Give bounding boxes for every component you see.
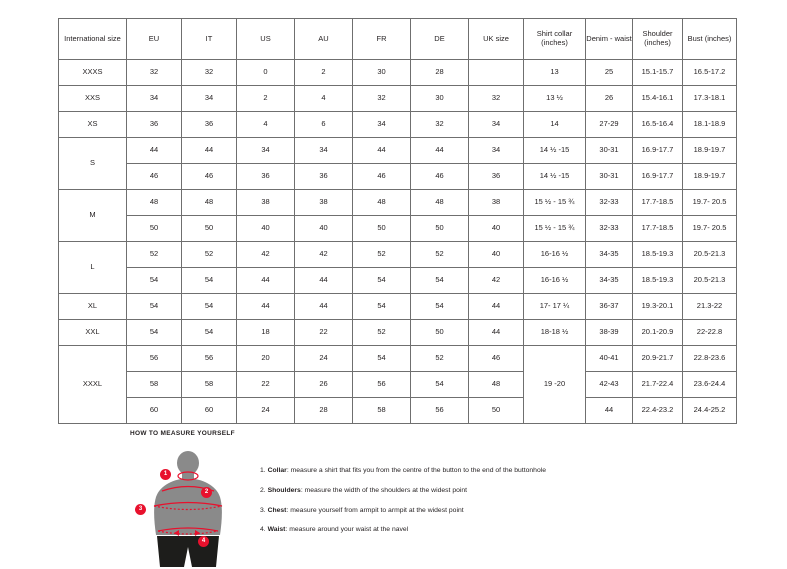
cell-de: 50 bbox=[411, 320, 469, 346]
cell-uk-size: 48 bbox=[469, 372, 524, 398]
cell-shirt-collar: 15 ½ - 15 ¾ bbox=[524, 216, 586, 242]
table-row bbox=[59, 112, 737, 138]
cell-bust: 21.3-22 bbox=[683, 294, 737, 320]
cell-uk-size: 44 bbox=[469, 320, 524, 346]
cell-de: 54 bbox=[411, 294, 469, 320]
cell-eu: 46 bbox=[127, 164, 182, 190]
body-figure bbox=[130, 449, 240, 569]
cell-uk-size: 34 bbox=[469, 112, 524, 138]
cell-de: 30 bbox=[411, 86, 469, 112]
cell-de: 54 bbox=[411, 372, 469, 398]
cell-au: 28 bbox=[295, 398, 353, 424]
cell-it: 36 bbox=[182, 112, 237, 138]
cell-shoulder: 15.1-15.7 bbox=[633, 60, 683, 86]
cell-international-size: XS bbox=[59, 112, 127, 138]
cell-us: 18 bbox=[237, 320, 295, 346]
cell-us: 40 bbox=[237, 216, 295, 242]
table-row bbox=[59, 372, 737, 398]
cell-bust: 20.5-21.3 bbox=[683, 268, 737, 294]
table-row bbox=[59, 346, 737, 372]
cell-fr: 58 bbox=[353, 398, 411, 424]
cell-eu: 52 bbox=[127, 242, 182, 268]
cell-bust: 18.9-19.7 bbox=[683, 164, 737, 190]
cell-fr: 54 bbox=[353, 268, 411, 294]
cell-eu: 54 bbox=[127, 294, 182, 320]
cell-eu: 54 bbox=[127, 268, 182, 294]
cell-shoulder: 20.1-20.9 bbox=[633, 320, 683, 346]
cell-shirt-collar: 16-16 ½ bbox=[524, 242, 586, 268]
cell-it: 56 bbox=[182, 346, 237, 372]
cell-us: 44 bbox=[237, 294, 295, 320]
cell-denim-waist: 44 bbox=[586, 398, 633, 424]
cell-eu: 36 bbox=[127, 112, 182, 138]
cell-us: 4 bbox=[237, 112, 295, 138]
how-to-measure-section bbox=[130, 430, 770, 569]
cell-eu: 32 bbox=[127, 60, 182, 86]
cell-bust: 22.8-23.6 bbox=[683, 346, 737, 372]
cell-fr: 54 bbox=[353, 346, 411, 372]
cell-shirt-collar: 13 ½ bbox=[524, 86, 586, 112]
cell-uk-size: 34 bbox=[469, 138, 524, 164]
cell-shoulder: 18.5-19.3 bbox=[633, 268, 683, 294]
column-header-denim-waist: Denim - waist bbox=[586, 19, 633, 60]
column-header-shoulder: Shoulder (inches) bbox=[633, 19, 683, 60]
cell-bust: 20.5-21.3 bbox=[683, 242, 737, 268]
cell-de: 56 bbox=[411, 398, 469, 424]
cell-it: 34 bbox=[182, 86, 237, 112]
cell-fr: 30 bbox=[353, 60, 411, 86]
cell-fr: 50 bbox=[353, 216, 411, 242]
cell-eu: 54 bbox=[127, 320, 182, 346]
table-row bbox=[59, 86, 737, 112]
cell-de: 54 bbox=[411, 268, 469, 294]
callout-3: 3 bbox=[135, 504, 146, 515]
cell-uk-size: 40 bbox=[469, 242, 524, 268]
table-header-row bbox=[59, 19, 737, 60]
cell-au: 22 bbox=[295, 320, 353, 346]
cell-bust: 19.7- 20.5 bbox=[683, 190, 737, 216]
cell-shoulder: 15.4-16.1 bbox=[633, 86, 683, 112]
cell-us: 44 bbox=[237, 268, 295, 294]
cell-shirt-collar: 14 ½ -15 bbox=[524, 138, 586, 164]
cell-us: 20 bbox=[237, 346, 295, 372]
table-row bbox=[59, 398, 737, 424]
cell-it: 54 bbox=[182, 320, 237, 346]
cell-denim-waist: 34-35 bbox=[586, 268, 633, 294]
cell-eu: 56 bbox=[127, 346, 182, 372]
table-row bbox=[59, 242, 737, 268]
cell-denim-waist: 25 bbox=[586, 60, 633, 86]
column-header-de: DE bbox=[411, 19, 469, 60]
measure-instruction-2: 2. Shoulders: measure the width of the shoulders at the widest point bbox=[260, 486, 468, 494]
cell-denim-waist: 36-37 bbox=[586, 294, 633, 320]
cell-fr: 56 bbox=[353, 372, 411, 398]
measure-instructions bbox=[260, 449, 546, 546]
cell-fr: 54 bbox=[353, 294, 411, 320]
cell-it: 48 bbox=[182, 190, 237, 216]
cell-international-size: XXXL bbox=[59, 346, 127, 424]
cell-shoulder: 22.4-23.2 bbox=[633, 398, 683, 424]
cell-shirt-collar: 17- 17 ¼ bbox=[524, 294, 586, 320]
column-header-eu: EU bbox=[127, 19, 182, 60]
callout-2: 2 bbox=[201, 487, 212, 498]
cell-shoulder: 17.7-18.5 bbox=[633, 216, 683, 242]
cell-au: 44 bbox=[295, 268, 353, 294]
cell-shirt-collar: 14 ½ -15 bbox=[524, 164, 586, 190]
cell-fr: 44 bbox=[353, 138, 411, 164]
cell-uk-size bbox=[469, 60, 524, 86]
cell-it: 58 bbox=[182, 372, 237, 398]
cell-it: 50 bbox=[182, 216, 237, 242]
column-header-uk-size: UK size bbox=[469, 19, 524, 60]
cell-us: 34 bbox=[237, 138, 295, 164]
column-header-fr: FR bbox=[353, 19, 411, 60]
cell-shirt-collar: 18-18 ½ bbox=[524, 320, 586, 346]
table-row bbox=[59, 320, 737, 346]
column-header-us: US bbox=[237, 19, 295, 60]
cell-uk-size: 32 bbox=[469, 86, 524, 112]
cell-shoulder: 20.9-21.7 bbox=[633, 346, 683, 372]
cell-shirt-collar: 15 ½ - 15 ¾ bbox=[524, 190, 586, 216]
cell-bust: 24.4-25.2 bbox=[683, 398, 737, 424]
cell-bust: 18.1-18.9 bbox=[683, 112, 737, 138]
cell-fr: 48 bbox=[353, 190, 411, 216]
cell-au: 44 bbox=[295, 294, 353, 320]
cell-de: 52 bbox=[411, 242, 469, 268]
cell-denim-waist: 38-39 bbox=[586, 320, 633, 346]
table-row bbox=[59, 138, 737, 164]
table-row bbox=[59, 216, 737, 242]
cell-denim-waist: 40-41 bbox=[586, 346, 633, 372]
cell-de: 48 bbox=[411, 190, 469, 216]
cell-it: 32 bbox=[182, 60, 237, 86]
cell-us: 36 bbox=[237, 164, 295, 190]
cell-denim-waist: 42-43 bbox=[586, 372, 633, 398]
cell-it: 52 bbox=[182, 242, 237, 268]
column-header-it: IT bbox=[182, 19, 237, 60]
cell-denim-waist: 32-33 bbox=[586, 190, 633, 216]
cell-au: 2 bbox=[295, 60, 353, 86]
cell-eu: 58 bbox=[127, 372, 182, 398]
cell-eu: 60 bbox=[127, 398, 182, 424]
cell-uk-size: 36 bbox=[469, 164, 524, 190]
cell-uk-size: 38 bbox=[469, 190, 524, 216]
cell-shirt-collar: 14 bbox=[524, 112, 586, 138]
how-to-measure-title: HOW TO MEASURE YOURSELF bbox=[130, 430, 235, 437]
measure-instruction-4: 4. Waist: measure around your waist at the navel bbox=[260, 526, 409, 534]
cell-eu: 48 bbox=[127, 190, 182, 216]
size-chart-table bbox=[58, 18, 737, 424]
cell-de: 32 bbox=[411, 112, 469, 138]
cell-us: 0 bbox=[237, 60, 295, 86]
cell-bust: 18.9-19.7 bbox=[683, 138, 737, 164]
cell-au: 6 bbox=[295, 112, 353, 138]
cell-au: 42 bbox=[295, 242, 353, 268]
cell-it: 54 bbox=[182, 294, 237, 320]
cell-shirt-collar: 13 bbox=[524, 60, 586, 86]
cell-fr: 52 bbox=[353, 242, 411, 268]
cell-bust: 22-22.8 bbox=[683, 320, 737, 346]
measure-instruction-3: 3. Chest: measure yourself from armpit to armpit at the widest point bbox=[260, 506, 464, 514]
cell-us: 2 bbox=[237, 86, 295, 112]
cell-eu: 34 bbox=[127, 86, 182, 112]
cell-au: 40 bbox=[295, 216, 353, 242]
torso-illustration bbox=[130, 449, 240, 569]
cell-shoulder: 21.7-22.4 bbox=[633, 372, 683, 398]
cell-shirt-collar: 16-16 ½ bbox=[524, 268, 586, 294]
cell-denim-waist: 27-29 bbox=[586, 112, 633, 138]
cell-au: 38 bbox=[295, 190, 353, 216]
cell-uk-size: 40 bbox=[469, 216, 524, 242]
cell-us: 42 bbox=[237, 242, 295, 268]
cell-eu: 50 bbox=[127, 216, 182, 242]
table-row bbox=[59, 60, 737, 86]
cell-fr: 34 bbox=[353, 112, 411, 138]
cell-uk-size: 42 bbox=[469, 268, 524, 294]
cell-it: 44 bbox=[182, 138, 237, 164]
column-header-bust: Bust (inches) bbox=[683, 19, 737, 60]
cell-shoulder: 16.9-17.7 bbox=[633, 138, 683, 164]
cell-it: 60 bbox=[182, 398, 237, 424]
cell-au: 36 bbox=[295, 164, 353, 190]
callout-1: 1 bbox=[160, 469, 171, 480]
cell-us: 22 bbox=[237, 372, 295, 398]
callout-4: 4 bbox=[198, 536, 209, 547]
cell-au: 34 bbox=[295, 138, 353, 164]
column-header-international-size: International size bbox=[59, 19, 127, 60]
cell-shoulder: 16.9-17.7 bbox=[633, 164, 683, 190]
cell-fr: 32 bbox=[353, 86, 411, 112]
cell-au: 26 bbox=[295, 372, 353, 398]
table-row bbox=[59, 164, 737, 190]
cell-bust: 17.3-18.1 bbox=[683, 86, 737, 112]
cell-shoulder: 17.7-18.5 bbox=[633, 190, 683, 216]
table-body bbox=[59, 60, 737, 424]
table-row bbox=[59, 190, 737, 216]
cell-it: 46 bbox=[182, 164, 237, 190]
cell-it: 54 bbox=[182, 268, 237, 294]
cell-bust: 16.5-17.2 bbox=[683, 60, 737, 86]
cell-de: 52 bbox=[411, 346, 469, 372]
cell-us: 38 bbox=[237, 190, 295, 216]
cell-fr: 46 bbox=[353, 164, 411, 190]
cell-shirt-collar: 19 -20 bbox=[524, 346, 586, 424]
cell-au: 24 bbox=[295, 346, 353, 372]
cell-international-size: XXXS bbox=[59, 60, 127, 86]
cell-denim-waist: 26 bbox=[586, 86, 633, 112]
cell-de: 50 bbox=[411, 216, 469, 242]
cell-international-size: XL bbox=[59, 294, 127, 320]
cell-shoulder: 19.3-20.1 bbox=[633, 294, 683, 320]
cell-uk-size: 46 bbox=[469, 346, 524, 372]
cell-uk-size: 50 bbox=[469, 398, 524, 424]
column-header-shirt-collar: Shirt collar (inches) bbox=[524, 19, 586, 60]
cell-shoulder: 16.5-16.4 bbox=[633, 112, 683, 138]
cell-bust: 19.7- 20.5 bbox=[683, 216, 737, 242]
cell-shoulder: 18.5-19.3 bbox=[633, 242, 683, 268]
cell-denim-waist: 32-33 bbox=[586, 216, 633, 242]
cell-international-size: L bbox=[59, 242, 127, 294]
cell-fr: 52 bbox=[353, 320, 411, 346]
column-header-au: AU bbox=[295, 19, 353, 60]
cell-au: 4 bbox=[295, 86, 353, 112]
cell-international-size: XXL bbox=[59, 320, 127, 346]
cell-denim-waist: 30-31 bbox=[586, 138, 633, 164]
cell-international-size: M bbox=[59, 190, 127, 242]
table-row bbox=[59, 294, 737, 320]
table-row bbox=[59, 268, 737, 294]
cell-bust: 23.6-24.4 bbox=[683, 372, 737, 398]
cell-denim-waist: 34-35 bbox=[586, 242, 633, 268]
cell-international-size: XXS bbox=[59, 86, 127, 112]
cell-eu: 44 bbox=[127, 138, 182, 164]
cell-de: 46 bbox=[411, 164, 469, 190]
cell-us: 24 bbox=[237, 398, 295, 424]
cell-uk-size: 44 bbox=[469, 294, 524, 320]
cell-international-size: S bbox=[59, 138, 127, 190]
cell-de: 28 bbox=[411, 60, 469, 86]
cell-de: 44 bbox=[411, 138, 469, 164]
cell-denim-waist: 30-31 bbox=[586, 164, 633, 190]
measure-instruction-1: 1. Collar: measure a shirt that fits you from the centre of the button to the end of the buttonhole bbox=[260, 467, 547, 474]
